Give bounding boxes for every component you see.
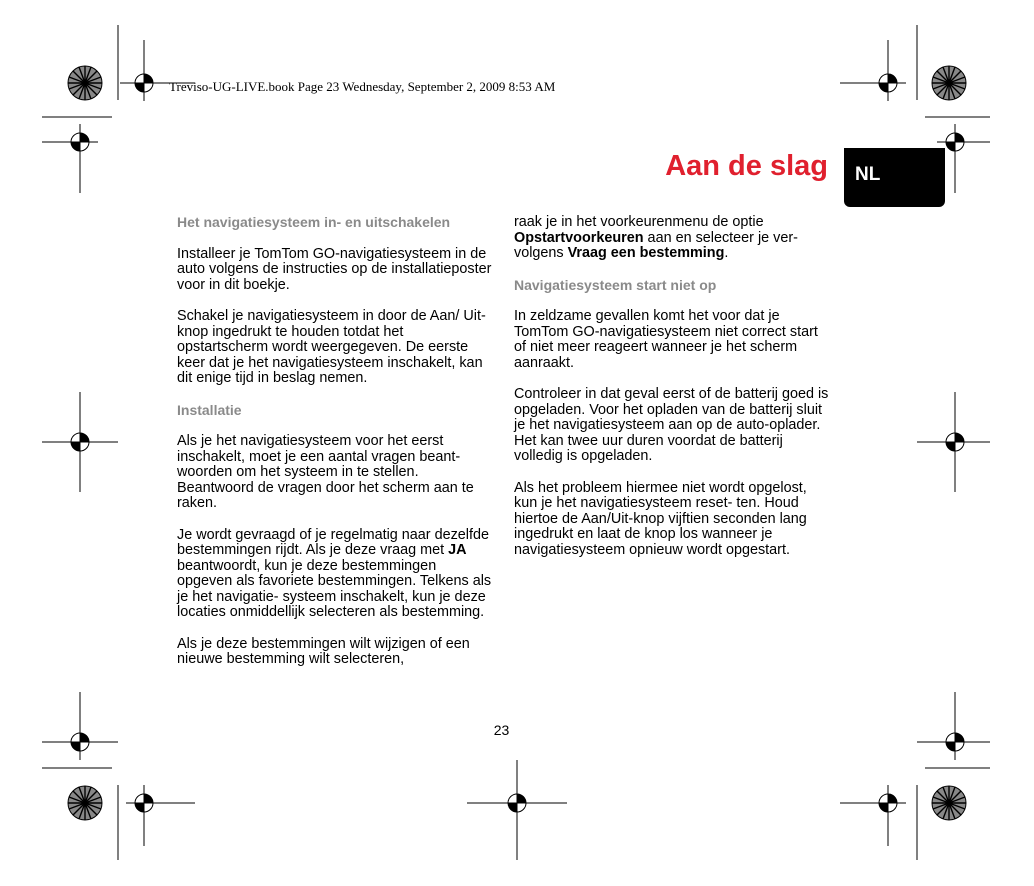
registration-mark-middle-right (917, 392, 990, 492)
text-run: aan en selecteer je ver- volgens (514, 229, 798, 261)
paragraph: Installeer je TomTom GO-navigatiesysteem in de auto volgens de instructies op de installatieposter voor in dit boekje. (177, 245, 492, 293)
paragraph: Controleer in dat geval eerst of de batterij goed is opgeladen. Voor het opladen van de batterij sluit je het navigatiesysteem aan op de auto-oplader. Het kan twee uur duren voordat de batterij volledig is opgeladen. (514, 386, 829, 464)
paragraph: Schakel je navigatiesysteem in door de Aan/ Uit-knop ingedrukt te houden totdat het opstartscherm wordt weergegeven. De eerste keer dat je het navigatiesysteem inschakelt, kan dit enige tijd in beslag nemen. (177, 308, 486, 386)
paragraph: Als het probleem hiermee niet wordt opgelost, kun je het navigatiesysteem reset- ten. Houd hiertoe de Aan/Uit-knop vijftien seconden lang ingedrukt en laat de knop los wanneer je navigatiesysteem opnieuw wordt opgestart. (514, 479, 807, 558)
registration-mark-bottom-center (467, 760, 567, 860)
registration-mark-top-left (42, 25, 195, 193)
print-header-line: Treviso-UG-LIVE.book Page 23 Wednesday, September 2, 2009 8:53 AM (169, 79, 556, 94)
left-column (177, 215, 493, 684)
paragraph: Als je deze bestemmingen wilt wijzigen of een nieuwe bestemming wilt selecteren, (177, 635, 470, 667)
paragraph: Als je het navigatiesysteem voor het eerst inschakelt, moet je een aantal vragen beant- woorden om het systeem in te stellen. Beantwoord de vragen door het scherm aan te raken. (177, 433, 474, 511)
chapter-title: Aan de slag (665, 150, 828, 182)
bold-term-ja: JA (448, 542, 467, 558)
section-heading-troubleshooting: Navigatiesysteem start niet op (514, 276, 717, 293)
section-heading-installation: Installatie (177, 401, 242, 418)
registration-mark-middle-left (42, 392, 118, 492)
text-run: beantwoordt, kun je deze bestemmingen opgeven als favoriete bestemmingen. Telkens als je het navigatie- systeem inschakelt, kun je deze locaties onmiddellijk selecteren als bestemming. (177, 557, 492, 620)
language-tab (844, 148, 945, 207)
paragraph (514, 215, 830, 262)
text-run: . (724, 245, 729, 261)
registration-mark-bottom-right (840, 692, 990, 860)
bold-term-ask-destination: Vraag een bestemming (567, 245, 725, 261)
language-tab-label: NL (855, 164, 881, 185)
paragraph (177, 528, 493, 621)
text-run: Je wordt gevraagd of je regelmatig naar dezelfde bestemmingen rijdt. Als je deze vraag met (177, 526, 489, 558)
text-run: raak je in het voorkeurenmenu de optie (514, 214, 764, 230)
right-column (514, 215, 830, 574)
bold-term-startup-preferences: Opstartvoorkeuren (514, 229, 644, 246)
page-number: 23 (493, 722, 510, 738)
section-heading-power: Het navigatiesysteem in- en uitschakelen (177, 214, 451, 230)
registration-mark-bottom-left (42, 692, 195, 860)
paragraph: In zeldzame gevallen komt het voor dat je TomTom GO-navigatiesysteem niet correct start of niet meer reageert wanneer je het scherm aanraakt. (514, 308, 818, 371)
